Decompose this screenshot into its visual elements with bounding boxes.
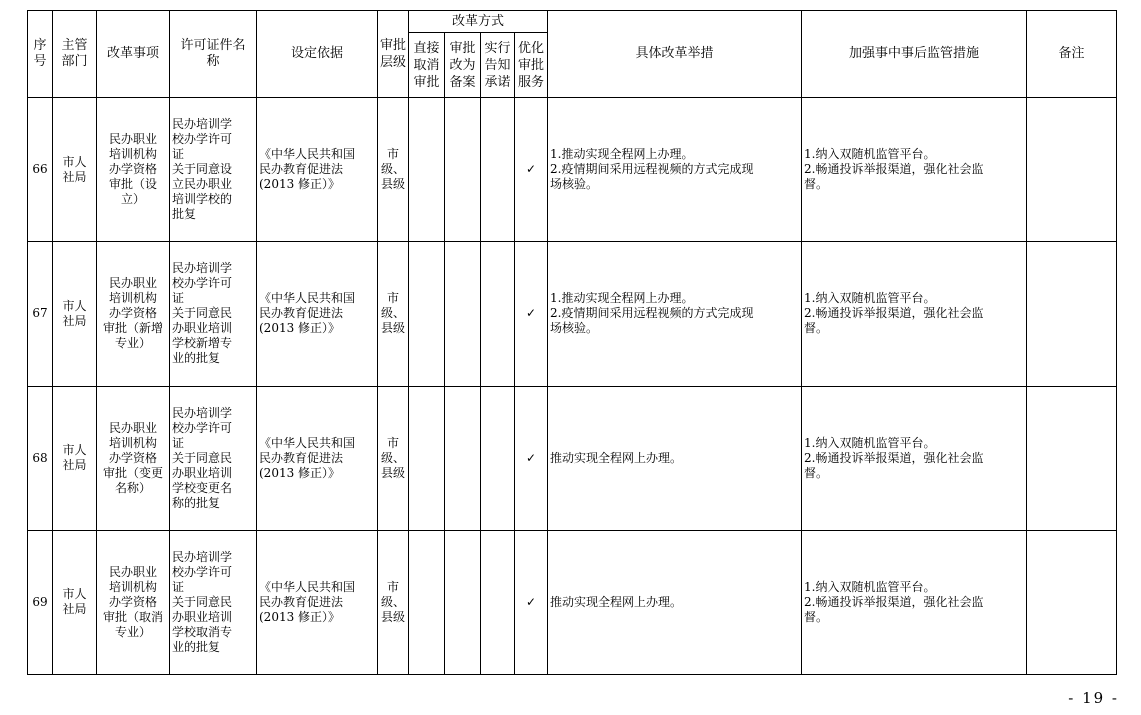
cell-item: 民办职业 培训机构 办学资格 审批（新增 专业） (97, 242, 170, 386)
cell-mode-cancel (409, 386, 445, 530)
table-row (28, 530, 1117, 674)
header-remarks: 备注 (1027, 11, 1117, 98)
cell-remark (1027, 98, 1117, 242)
cell-basis: 《中华人民共和国 民办教育促进法 (2013 修正）》 (257, 242, 378, 386)
check-mark-icon: ✓ (525, 306, 537, 321)
table-row (28, 242, 1117, 386)
cell-dept: 市人 社局 (53, 530, 97, 674)
reform-table (27, 10, 1117, 675)
cell-measures: 推动实现全程网上办理。 (548, 386, 802, 530)
header-supervision: 加强事中事后监管措施 (802, 11, 1027, 98)
cell-mode-optimize (515, 98, 548, 242)
cell-item: 民办职业 培训机构 办学资格 审批（设 立） (97, 98, 170, 242)
cell-measures: 1.推动实现全程网上办理。 2.疫情期间采用远程视频的方式完成现 场核验。 (548, 242, 802, 386)
header-item: 改革事项 (97, 11, 170, 98)
check-mark-icon: ✓ (525, 162, 537, 177)
header-dept: 主管 部门 (53, 11, 97, 98)
cell-mode-notify (481, 386, 515, 530)
table-row (28, 98, 1117, 242)
header-mode-optimize: 优化 审批 服务 (515, 33, 548, 98)
cell-mode-notify (481, 242, 515, 386)
check-mark-icon: ✓ (525, 450, 537, 465)
cell-measures: 1.推动实现全程网上办理。 2.疫情期间采用远程视频的方式完成现 场核验。 (548, 98, 802, 242)
header-license: 许可证件名 称 (170, 11, 257, 98)
cell-supervision: 1.纳入双随机监管平台。 2.畅通投诉举报渠道，强化社会监 督。 (802, 98, 1027, 242)
cell-seq: 68 (28, 386, 53, 530)
cell-mode-record (445, 530, 481, 674)
cell-level: 市 级、 县级 (378, 242, 409, 386)
header-basis: 设定依据 (257, 11, 378, 98)
cell-mode-notify (481, 530, 515, 674)
table-row (28, 386, 1117, 530)
cell-supervision: 1.纳入双随机监管平台。 2.畅通投诉举报渠道，强化社会监 督。 (802, 386, 1027, 530)
cell-mode-cancel (409, 242, 445, 386)
cell-basis: 《中华人民共和国 民办教育促进法 (2013 修正）》 (257, 98, 378, 242)
cell-dept: 市人 社局 (53, 98, 97, 242)
cell-mode-notify (481, 98, 515, 242)
check-mark-icon: ✓ (525, 594, 537, 609)
cell-seq: 66 (28, 98, 53, 242)
cell-mode-cancel (409, 98, 445, 242)
cell-supervision: 1.纳入双随机监管平台。 2.畅通投诉举报渠道，强化社会监 督。 (802, 242, 1027, 386)
header-measures: 具体改革举措 (548, 11, 802, 98)
cell-seq: 67 (28, 242, 53, 386)
cell-dept: 市人 社局 (53, 242, 97, 386)
cell-level: 市 级、 县级 (378, 386, 409, 530)
cell-mode-cancel (409, 530, 445, 674)
cell-remark (1027, 242, 1117, 386)
header-reform-mode: 改革方式 (409, 11, 548, 33)
cell-seq: 69 (28, 530, 53, 674)
cell-basis: 《中华人民共和国 民办教育促进法 (2013 修正）》 (257, 530, 378, 674)
cell-remark (1027, 530, 1117, 674)
page-number: - 19 - (1068, 689, 1119, 707)
cell-mode-optimize (515, 242, 548, 386)
header-mode-record: 审批 改为 备案 (445, 33, 481, 98)
cell-basis: 《中华人民共和国 民办教育促进法 (2013 修正）》 (257, 386, 378, 530)
header-mode-notify: 实行 告知 承诺 (481, 33, 515, 98)
header-mode-cancel: 直接 取消 审批 (409, 33, 445, 98)
cell-mode-record (445, 386, 481, 530)
cell-mode-optimize (515, 386, 548, 530)
cell-license: 民办培训学 校办学许可 证 关于同意设 立民办职业 培训学校的 批复 (170, 98, 257, 242)
cell-license: 民办培训学 校办学许可 证 关于同意民 办职业培训 学校取消专 业的批复 (170, 530, 257, 674)
header-level: 审批 层级 (378, 11, 409, 98)
cell-supervision: 1.纳入双随机监管平台。 2.畅通投诉举报渠道，强化社会监 督。 (802, 530, 1027, 674)
header-seq: 序 号 (28, 11, 53, 98)
cell-license: 民办培训学 校办学许可 证 关于同意民 办职业培训 学校新增专 业的批复 (170, 242, 257, 386)
cell-dept: 市人 社局 (53, 386, 97, 530)
cell-item: 民办职业 培训机构 办学资格 审批（变更 名称） (97, 386, 170, 530)
cell-measures: 推动实现全程网上办理。 (548, 530, 802, 674)
cell-remark (1027, 386, 1117, 530)
cell-mode-record (445, 242, 481, 386)
cell-mode-record (445, 98, 481, 242)
cell-level: 市 级、 县级 (378, 98, 409, 242)
cell-item: 民办职业 培训机构 办学资格 审批（取消 专业） (97, 530, 170, 674)
cell-level: 市 级、 县级 (378, 530, 409, 674)
cell-license: 民办培训学 校办学许可 证 关于同意民 办职业培训 学校变更名 称的批复 (170, 386, 257, 530)
cell-mode-optimize (515, 530, 548, 674)
